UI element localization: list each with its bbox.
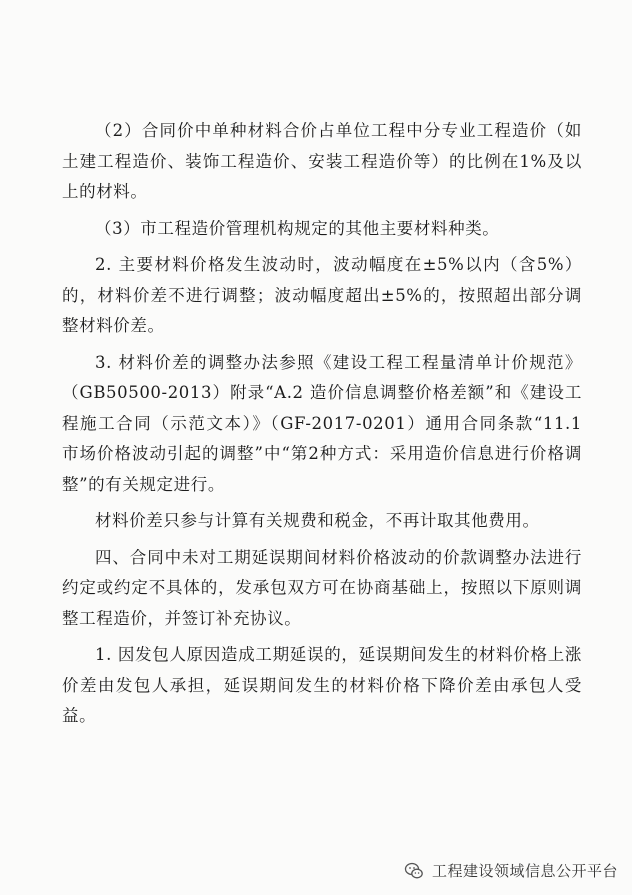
paragraph-item-2: （2）合同价中单种材料合价占单位工程中分专业工程造价（如土建工程造价、装饰工程造价、安装工程造价等）的比例在1%及以上的材料。 <box>62 121 582 201</box>
wechat-icon <box>404 861 424 881</box>
paragraph-item-3: （3）市工程造价管理机构规定的其他主要材料种类。 <box>95 218 500 238</box>
watermark <box>404 860 618 881</box>
paragraph-price-fluctuation: 2. 主要材料价格发生波动时，波动幅度在±5%以内（含5%）的，材料价差不进行调整；波动幅度超出±5%的，按照超出部分调整材料价差。 <box>62 255 582 335</box>
paragraph-adjustment-method: 3. 材料价差的调整办法参照《建设工程工程量清单计价规范》（GB50500-2013）附录“A.2 造价信息调整价格差额”和《建设工程施工合同（示范文本）》（GF-2017-0201）通用合同条款“11.1 市场价格波动引起的调整”中“第2种方式：采用造价信息进行价格调整”的有关规定进行。 <box>62 352 582 494</box>
watermark-text: 工程建设领域信息公开平台 <box>431 862 618 880</box>
document-body <box>62 116 582 738</box>
paragraph-section-four: 四、合同中未对工期延误期间材料价格波动的价款调整办法进行约定或约定不具体的，发承包双方可在协商基础上，按照以下原则调整工程造价，并签订补充协议。 <box>62 547 582 628</box>
paragraph-employer-delay: 1. 因发包人原因造成工期延误的，延误期间发生的材料价格上涨价差由发包人承担，延误期间发生的材料价格下降价差由承包人受益。 <box>62 645 582 725</box>
paragraph-price-difference-fees: 材料价差只参与计算有关规费和税金，不再计取其他费用。 <box>95 511 540 530</box>
